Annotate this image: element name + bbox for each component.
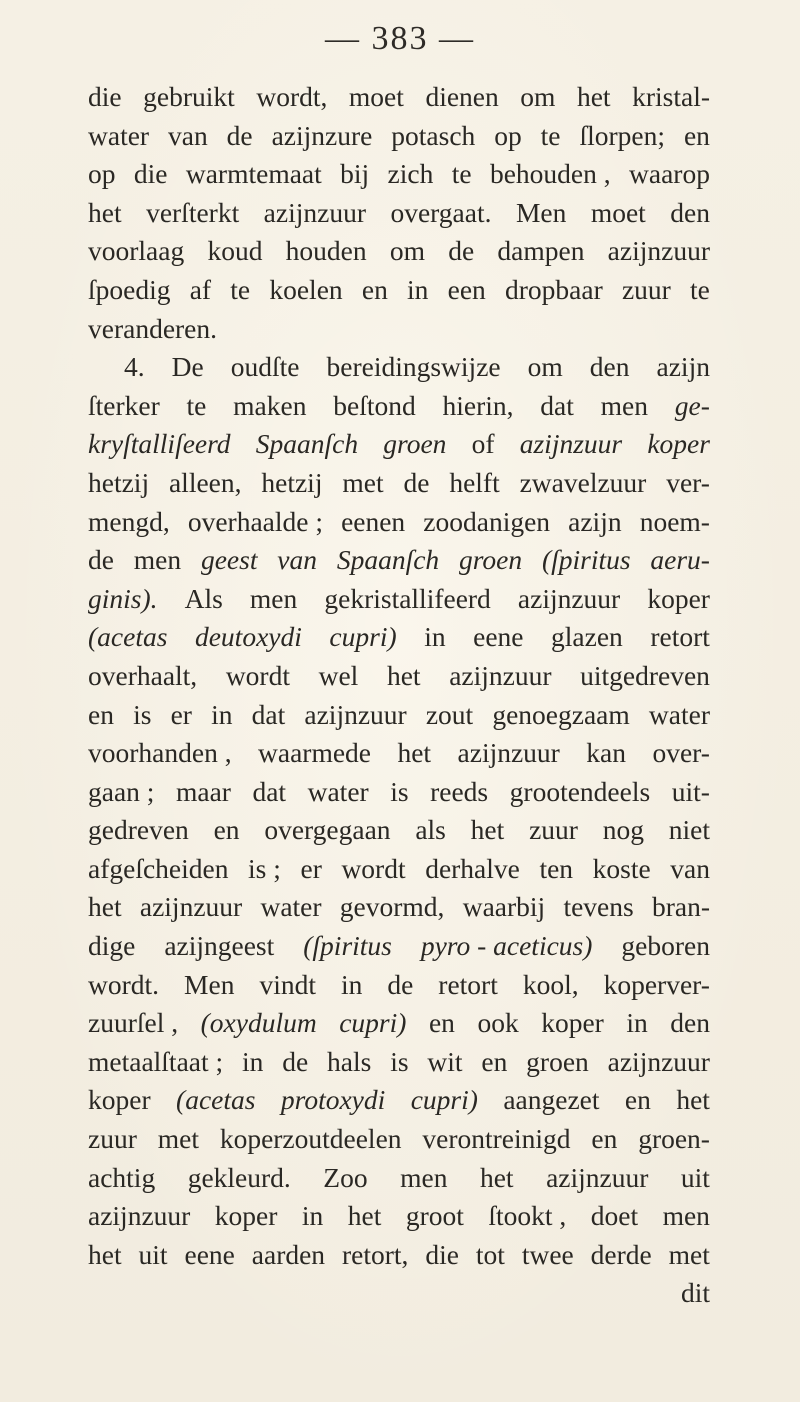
- word: gebruikt: [143, 81, 235, 112]
- text-line: [88, 194, 710, 233]
- word: over-: [652, 737, 710, 769]
- word: den: [670, 196, 710, 228]
- word: mengd,: [88, 505, 170, 537]
- word: uitgedreven: [580, 659, 710, 691]
- word: koper: [647, 428, 710, 460]
- text-line: [88, 1043, 710, 1082]
- word: koud: [207, 235, 263, 267]
- word: dat: [252, 775, 287, 807]
- word: uit: [138, 1238, 168, 1270]
- word: metaalſtaat ;: [88, 1045, 224, 1077]
- word: tevens: [563, 891, 634, 923]
- word: dat: [540, 389, 574, 421]
- word: dit: [680, 1277, 710, 1309]
- body-text: [88, 78, 710, 1313]
- text-line: [88, 232, 710, 271]
- word: te: [230, 273, 251, 305]
- word: het: [88, 196, 122, 228]
- word: op: [88, 158, 116, 190]
- word: retort: [650, 621, 710, 653]
- word: maar: [175, 775, 231, 807]
- word: azijnzuur: [519, 428, 623, 460]
- word: de: [88, 544, 114, 576]
- word: wordt: [341, 852, 406, 884]
- word: men: [133, 544, 182, 576]
- word: men: [600, 389, 649, 421]
- word: het: [386, 659, 421, 691]
- word: vindt: [259, 968, 316, 1000]
- word: in: [626, 1007, 648, 1039]
- word: maken: [233, 389, 307, 421]
- word: azijnzuur: [546, 1161, 649, 1193]
- word: gekleurd.: [187, 1161, 291, 1193]
- text-line: [88, 464, 710, 503]
- word: bran-: [651, 891, 710, 923]
- word: azijn: [656, 351, 710, 383]
- word: hetzij: [88, 466, 150, 498]
- word: kool,: [522, 968, 579, 1000]
- word: behouden ,: [489, 158, 611, 190]
- word: warmtemaat: [185, 158, 322, 190]
- word: aeru-: [650, 544, 710, 576]
- word: hetzij: [261, 466, 323, 498]
- word: twee: [521, 1238, 574, 1270]
- word: koperzoutdeelen: [219, 1123, 402, 1155]
- word: de: [282, 1045, 309, 1077]
- word: (ſpiritus: [303, 930, 392, 962]
- word: noem-: [639, 505, 710, 537]
- word: derhalve: [425, 852, 520, 884]
- word: azijngeest: [164, 930, 275, 962]
- word: ſpoedig: [88, 273, 171, 305]
- word: ver-: [666, 466, 710, 498]
- word: te: [186, 389, 207, 421]
- word: als: [415, 814, 446, 846]
- word: ook: [477, 1007, 519, 1039]
- word: het: [88, 891, 122, 923]
- word: azijnzuur: [88, 1200, 191, 1232]
- word: ge-: [674, 389, 710, 421]
- word: het: [676, 1084, 710, 1116]
- word: water: [307, 775, 369, 807]
- text-line: [88, 1004, 710, 1043]
- word: kryſtalliſeerd: [88, 428, 231, 460]
- word: met: [668, 1238, 710, 1270]
- word: ten: [539, 852, 574, 884]
- text-line: [88, 271, 710, 310]
- word: zwavelzuur: [519, 466, 647, 498]
- word: azijnzure: [271, 119, 373, 151]
- word: in: [340, 968, 363, 1000]
- word: water: [88, 119, 150, 151]
- text-line: [88, 773, 710, 812]
- word: pyro - aceticus): [420, 930, 593, 962]
- word: en: [591, 1123, 618, 1155]
- word: men: [249, 582, 298, 614]
- word: eene: [473, 621, 524, 653]
- word: afgeſcheiden: [88, 852, 229, 884]
- word: in: [407, 273, 429, 305]
- word: hierin,: [442, 389, 514, 421]
- word: is: [133, 698, 152, 730]
- text-line: [88, 1274, 710, 1313]
- word: wordt,: [256, 81, 328, 112]
- word: is: [390, 1045, 409, 1077]
- word: overhaalt,: [88, 659, 198, 691]
- word: den: [670, 1007, 710, 1039]
- word: koperver-: [603, 968, 710, 1000]
- word: voorlaag: [88, 235, 185, 267]
- word: reeds: [430, 775, 489, 807]
- word: cupri): [339, 1007, 407, 1039]
- word: in: [301, 1200, 324, 1232]
- text-line: [88, 78, 710, 117]
- text-line: [88, 387, 710, 426]
- text-line: [88, 1081, 710, 1120]
- text-line: [88, 618, 710, 657]
- word: er: [300, 852, 322, 884]
- word: veranderen.: [88, 312, 218, 344]
- word: koste: [592, 852, 651, 884]
- word: genoegzaam: [492, 698, 630, 730]
- word: dige: [88, 930, 136, 962]
- word: van: [168, 119, 208, 151]
- word: zuur: [88, 1123, 137, 1155]
- word: beſtond: [333, 389, 416, 421]
- word: het: [88, 1238, 122, 1270]
- text-line: [88, 1159, 710, 1198]
- word: zout: [425, 698, 474, 730]
- word: dampen: [497, 235, 585, 267]
- word: een: [447, 273, 486, 305]
- word: groen-: [638, 1123, 710, 1155]
- word: wit: [427, 1045, 463, 1077]
- word: wordt.: [88, 968, 160, 1000]
- word: helft: [449, 466, 500, 498]
- word: wordt: [225, 659, 290, 691]
- word: koper: [647, 582, 710, 614]
- word: (acetas: [88, 621, 168, 653]
- word: is ;: [248, 852, 281, 884]
- word: alleen,: [168, 466, 242, 498]
- word: te: [540, 119, 561, 151]
- word: koper: [541, 1007, 604, 1039]
- word: groen: [458, 544, 523, 576]
- word: met: [157, 1123, 199, 1155]
- word: den: [589, 351, 630, 383]
- word: tot: [475, 1238, 505, 1270]
- word: zuur: [529, 814, 578, 846]
- word: en: [88, 698, 114, 730]
- word: aangezet: [503, 1084, 600, 1116]
- word: om: [527, 351, 563, 383]
- word: moet: [590, 196, 646, 228]
- word: kristal-: [632, 81, 710, 112]
- word: op: [494, 119, 522, 151]
- word: bereidingswijze: [326, 351, 501, 383]
- word: en: [361, 273, 388, 305]
- word: zoodanigen: [423, 505, 551, 537]
- text-line: [88, 888, 710, 927]
- word: van: [670, 852, 710, 884]
- word: Spaanſch: [255, 428, 359, 460]
- word: azijnzuur: [263, 196, 366, 228]
- word: aarden: [251, 1238, 326, 1270]
- word: (oxydulum: [200, 1007, 317, 1039]
- word: Men: [515, 196, 567, 228]
- word: water: [648, 698, 710, 730]
- word: af: [189, 273, 212, 305]
- word: ſtookt ,: [488, 1200, 567, 1232]
- word: en: [428, 1007, 455, 1039]
- word: waarop: [629, 158, 710, 190]
- word: waarmede: [258, 737, 372, 769]
- word: het: [397, 737, 432, 769]
- word: die: [425, 1238, 459, 1270]
- word: hals: [327, 1045, 372, 1077]
- word: die: [88, 81, 122, 112]
- text-line: [88, 966, 710, 1005]
- word: men: [400, 1161, 448, 1193]
- word: te: [690, 273, 710, 305]
- word: eenen: [341, 505, 406, 537]
- word: te: [451, 158, 472, 190]
- word: ſlorpen;: [579, 119, 666, 151]
- word: en: [624, 1084, 651, 1116]
- word: eene: [184, 1238, 235, 1270]
- word: met: [342, 466, 384, 498]
- word: ſterker: [88, 389, 160, 421]
- word: het: [470, 814, 505, 846]
- word: waarbij: [462, 891, 546, 923]
- word: achtig: [88, 1161, 156, 1193]
- word: Als: [184, 582, 223, 614]
- word: overgegaan: [264, 814, 391, 846]
- word: nog: [602, 814, 644, 846]
- word: grootendeels: [509, 775, 651, 807]
- word: cupri): [329, 621, 397, 653]
- word: geest: [200, 544, 258, 576]
- word: Spaanſch: [336, 544, 440, 576]
- word: de: [403, 466, 430, 498]
- word: zich: [387, 158, 434, 190]
- word: verſterkt: [146, 196, 240, 228]
- text-line: [88, 696, 710, 735]
- word: men: [662, 1200, 710, 1232]
- word: houden: [285, 235, 367, 267]
- word: in: [241, 1045, 264, 1077]
- word: en: [683, 119, 710, 151]
- word: deutoxydi: [194, 621, 302, 653]
- word: potasch: [391, 119, 476, 151]
- word: in: [424, 621, 446, 653]
- word: het: [479, 1161, 514, 1193]
- word: azijnzuur: [517, 582, 621, 614]
- word: azijnzuur: [607, 235, 710, 267]
- word: cupri): [410, 1084, 478, 1116]
- word: koelen: [269, 273, 343, 305]
- word: dienen: [425, 81, 499, 112]
- word: oudſte: [230, 351, 300, 383]
- word: Men: [184, 968, 235, 1000]
- word: groen: [383, 428, 447, 460]
- word: wel: [318, 659, 359, 691]
- word: en: [213, 814, 240, 846]
- word: gekristallifeerd: [324, 582, 491, 614]
- word: retort: [438, 968, 498, 1000]
- word: verontreinigd: [422, 1123, 571, 1155]
- word: De: [171, 351, 204, 383]
- word: die: [133, 158, 168, 190]
- word: doet: [590, 1200, 639, 1232]
- word: water: [260, 891, 322, 923]
- text-line: [88, 1236, 710, 1275]
- text-line: [88, 850, 710, 889]
- word: gevormd,: [339, 891, 445, 923]
- word: derde: [590, 1238, 652, 1270]
- text-line: [88, 657, 710, 696]
- word: ginis).: [88, 582, 158, 614]
- text-line: [88, 811, 710, 850]
- text-line: [88, 580, 710, 619]
- word: azijnzuur: [457, 737, 560, 769]
- text-line: [88, 425, 710, 464]
- word: de: [226, 119, 253, 151]
- word: koper: [214, 1200, 278, 1232]
- word: uit: [680, 1161, 710, 1193]
- text-line: [88, 541, 710, 580]
- word: in: [211, 698, 233, 730]
- word: is: [390, 775, 409, 807]
- word: overgaat.: [390, 196, 492, 228]
- word: groen: [526, 1045, 589, 1077]
- word: het: [576, 81, 611, 112]
- text-line: [88, 927, 710, 966]
- word: om: [520, 81, 556, 112]
- word: (acetas: [176, 1084, 256, 1116]
- word: koper: [88, 1084, 151, 1116]
- word: kan: [586, 737, 627, 769]
- text-line: [88, 348, 710, 387]
- word: de: [387, 968, 414, 1000]
- word: om: [389, 235, 425, 267]
- word: gedreven: [88, 814, 189, 846]
- word: het: [347, 1200, 382, 1232]
- text-line: [88, 734, 710, 773]
- word: zuurſel ,: [88, 1007, 179, 1039]
- word: azijn: [568, 505, 622, 537]
- text-line: [88, 503, 710, 542]
- word: azijnzuur: [449, 659, 552, 691]
- word: azijnzuur: [607, 1045, 710, 1077]
- word: azijnzuur: [304, 698, 407, 730]
- word: dropbaar: [505, 273, 603, 305]
- word: glazen: [551, 621, 623, 653]
- word: voorhanden ,: [88, 737, 232, 769]
- word: moet: [348, 81, 404, 112]
- word: de: [448, 235, 475, 267]
- word: of: [471, 428, 495, 460]
- page-number: — 383 —: [325, 20, 475, 57]
- word: uit-: [671, 775, 710, 807]
- text-line: [88, 310, 710, 349]
- word: Zoo: [323, 1161, 368, 1193]
- word: geboren: [621, 930, 710, 962]
- word: zuur: [621, 273, 671, 305]
- word: groot: [405, 1200, 464, 1232]
- word: niet: [668, 814, 710, 846]
- word: en: [481, 1045, 508, 1077]
- word: bij: [340, 158, 370, 190]
- word: gaan ;: [88, 775, 155, 807]
- text-line: [88, 155, 710, 194]
- word: van: [277, 544, 317, 576]
- word: azijnzuur: [139, 891, 243, 923]
- text-line: [88, 1197, 710, 1236]
- word: overhaalde ;: [187, 505, 323, 537]
- word: (ſpiritus: [541, 544, 631, 576]
- word: er: [170, 698, 192, 730]
- word: 4.: [124, 351, 145, 383]
- text-line: [88, 117, 710, 156]
- text-line: [88, 1120, 710, 1159]
- word: protoxydi: [280, 1084, 386, 1116]
- word: dat: [251, 698, 286, 730]
- word: retort,: [341, 1238, 409, 1270]
